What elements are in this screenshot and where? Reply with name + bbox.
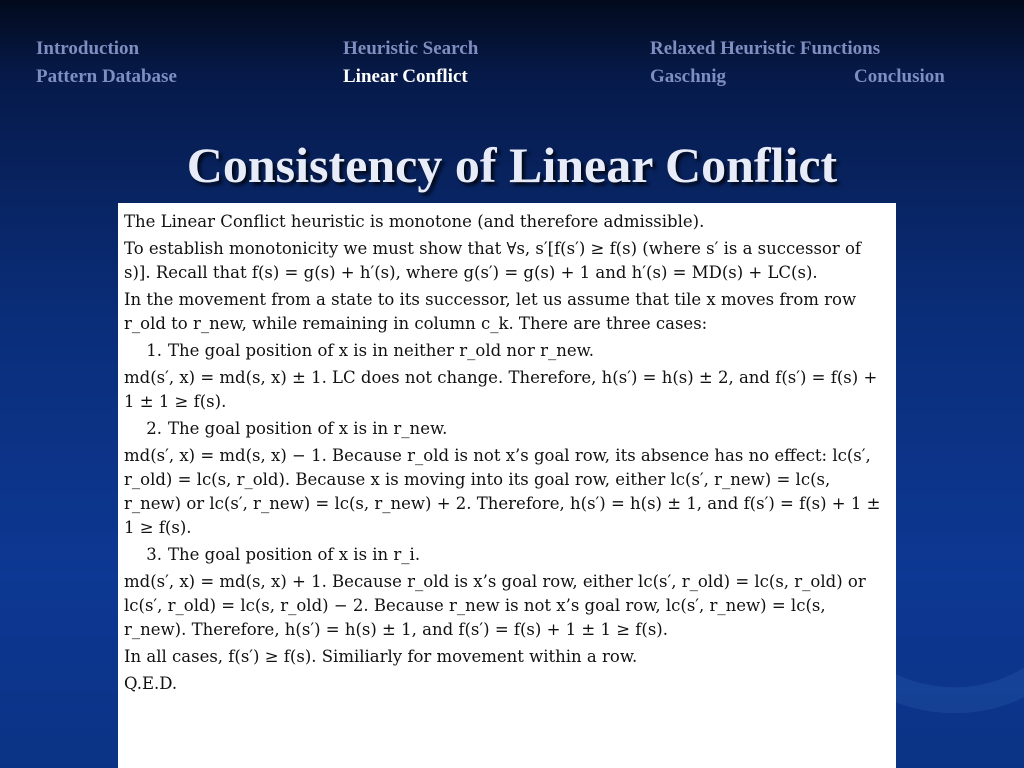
nav-pattern-database[interactable]: Pattern Database bbox=[36, 66, 177, 87]
case-number: 1. bbox=[146, 341, 162, 360]
case-body: md(s′, x) = md(s, x) − 1. Because r_old is not x’s goal row, its absence has no effect: lc(s′, r_old) = lc(s, r_old). Because x is moving into its goal row, either lc(s′, r_new) = lc(s, r_new) or lc(s′, r_new) = lc(s, r_new) + 2. Therefore, h(s′) = h(s) ± 1, and f(s′) = f(s) + 1 ± 1 ≥ f(s). bbox=[124, 446, 881, 537]
case-heading: The goal position of x is in r_i. bbox=[168, 545, 421, 564]
section-nav bbox=[36, 38, 996, 98]
intro-text: The Linear Conflict heuristic is monotone (and therefore admissible). bbox=[124, 212, 705, 231]
case-number: 2. bbox=[146, 419, 162, 438]
case-number: 3. bbox=[146, 545, 162, 564]
case-body: md(s′, x) = md(s, x) + 1. Because r_old is x’s goal row, either lc(s′, r_old) = lc(s, r_old) or lc(s′, r_old) = lc(s, r_old) − 2. Because r_new is not x’s goal row, lc(s′, r_new) = lc(s, r_new). Therefore, h(s′) = h(s) ± 1, and f(s′) = f(s) + 1 ± 1 ≥ f(s). bbox=[124, 572, 866, 639]
case-body: md(s′, x) = md(s, x) ± 1. LC does not change. Therefore, h(s′) = h(s) ± 2, and f(s′) = f(s) + 1 ± 1 ≥ f(s). bbox=[124, 368, 878, 411]
proof-document bbox=[118, 203, 896, 768]
nav-heuristic-search[interactable]: Heuristic Search bbox=[343, 38, 479, 59]
nav-relaxed-heuristic-functions[interactable]: Relaxed Heuristic Functions bbox=[650, 38, 881, 59]
case-heading: The goal position of x is in neither r_old nor r_new. bbox=[168, 341, 595, 360]
nav-conclusion[interactable]: Conclusion bbox=[854, 66, 945, 87]
nav-introduction[interactable]: Introduction bbox=[36, 38, 140, 59]
case-heading: The goal position of x is in r_new. bbox=[168, 419, 448, 438]
establish-text: To establish monotonicity we must show that ∀s, s′[f(s′) ≥ f(s) (where s′ is a successor of s)]. Recall that f(s) = g(s) + h′(s), where g(s′) = g(s) + 1 and h′(s) = MD(s) + LC(s). bbox=[124, 239, 862, 282]
case-3 bbox=[124, 543, 888, 642]
slide-title: Consistency of Linear Conflict bbox=[186, 137, 838, 193]
case-2 bbox=[124, 417, 888, 540]
movement-text: In the movement from a state to its successor, let us assume that tile x moves from row r_old to r_new, while remaining in column c_k. There are three cases: bbox=[124, 290, 857, 333]
nav-gaschnig[interactable]: Gaschnig bbox=[650, 66, 727, 87]
nav-linear-conflict[interactable]: Linear Conflict bbox=[343, 66, 468, 87]
conclusion-text: In all cases, f(s′) ≥ f(s). Similiarly for movement within a row. bbox=[124, 647, 638, 666]
case-1 bbox=[124, 339, 888, 414]
qed-text: Q.E.D. bbox=[124, 674, 178, 693]
